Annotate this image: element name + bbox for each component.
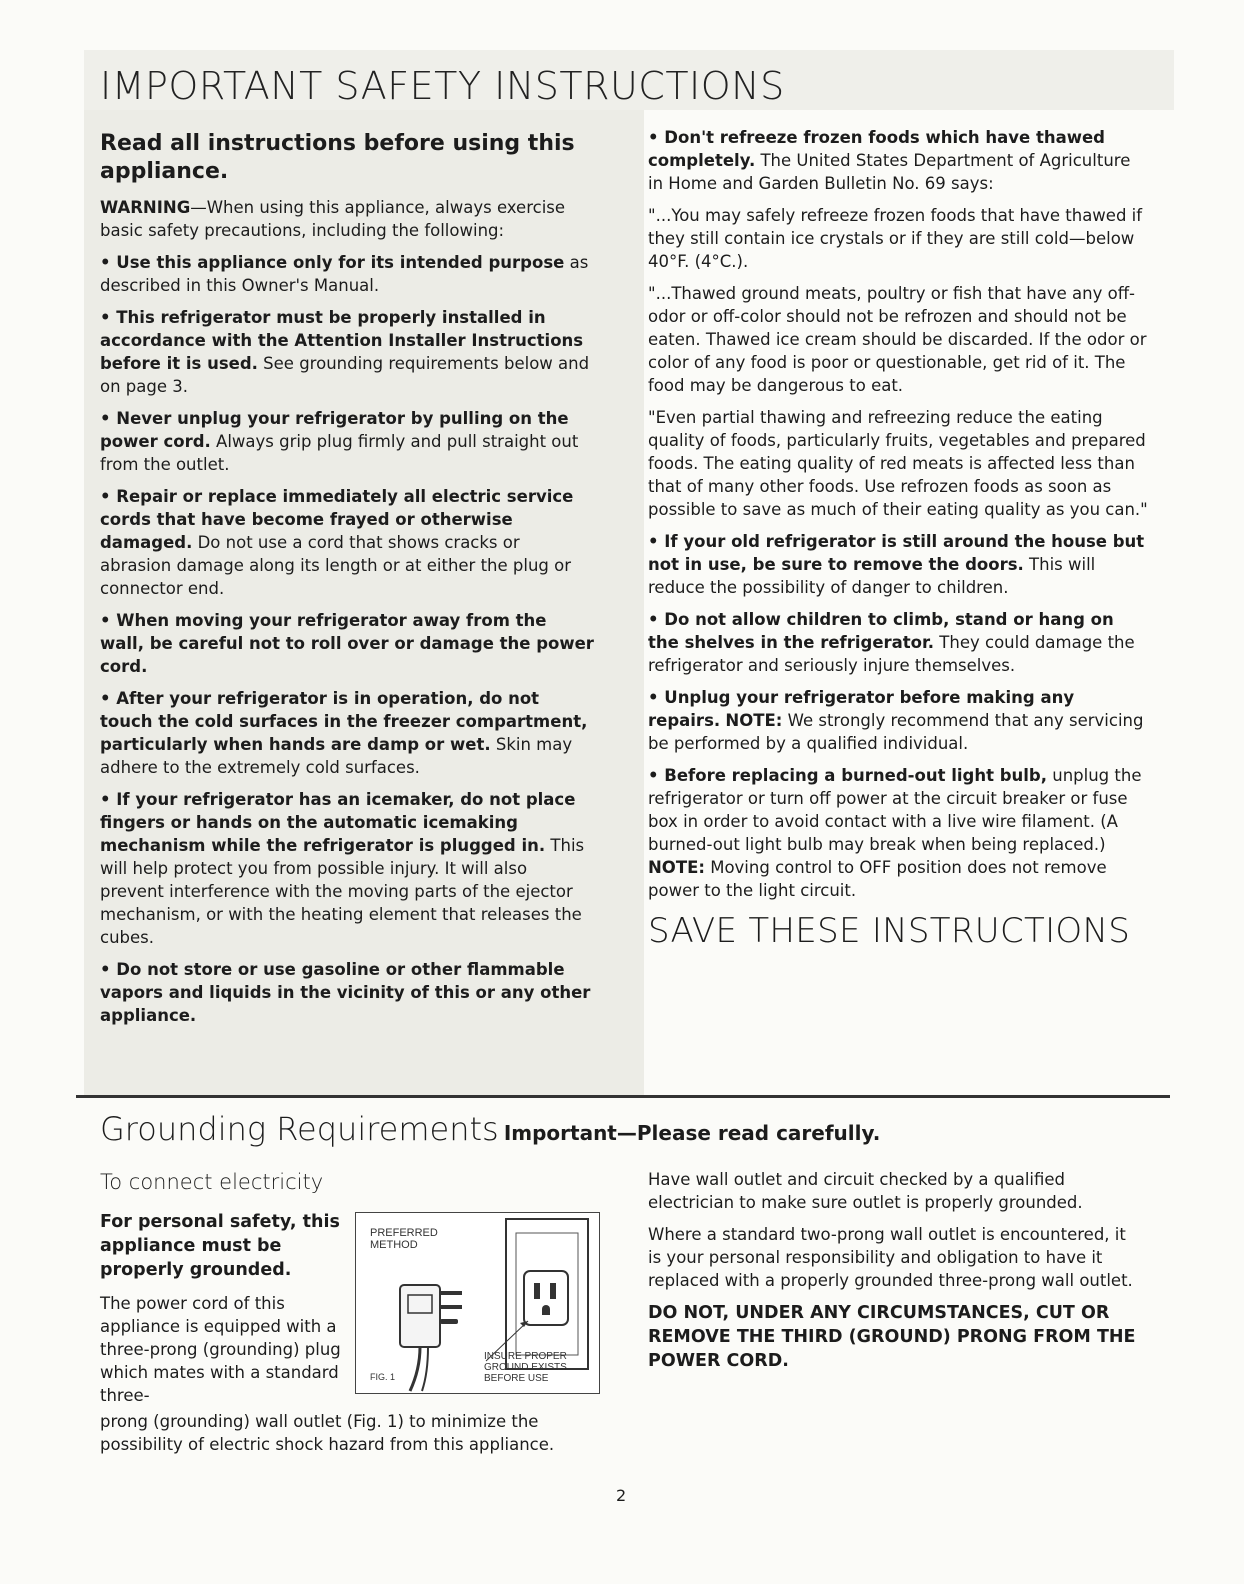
figure-caption: FIG. 1 [370,1372,396,1382]
power-cord-paragraph-continued: prong (grounding) wall outlet (Fig. 1) to minimize the possibility of electric shock hazard from this appliance. [100,1412,555,1454]
plug-prong [440,1305,462,1309]
safety-item: • Don't refreeze frozen foods which have thawed completely. The United States Department of Agriculture in Home and Garden Bulletin No. 69 says: [648,128,1131,193]
safety-item: • Never unplug your refrigerator by pulling on the power cord. Always grip plug firmly and pull straight out from the outlet. [100,409,579,474]
ground-hole [542,1305,550,1315]
two-prong-paragraph: Where a standard two-prong wall outlet is encountered, it is your personal responsibility and obligation to have it replaced with a properly grounded three-prong wall outlet. [648,1225,1133,1290]
ground-prong-warning: DO NOT, UNDER ANY CIRCUMSTANCES, CUT OR REMOVE THE THIRD (GROUND) PRONG FROM THE POWER CORD. [648,1303,1136,1371]
safety-item: • If your refrigerator has an icemaker, do not place fingers or hands on the automatic icemaking mechanism while the refrigerator is plugged in. This will help protect you from possible injury. It will also prevent interference with the moving parts of the ejector mechanism, or with the heating element that releases the cubes. [100,790,585,947]
usda-quote: "...Thawed ground meats, poultry or fish that have any off-odor or off-color should not be refrozen and should not be eaten. Thawed ice cream should be discarded. If the odor or color of any food is poor or questionable, get rid of it. The food may be dangerous to eat. [648,284,1147,395]
grounding-subheading: To connect electricity [100,1170,324,1194]
left-column [100,130,594,1036]
section-divider [76,1095,1170,1098]
page-title: IMPORTANT SAFETY INSTRUCTIONS [100,64,785,108]
safety-item: • Repair or replace immediately all electric service cords that have become frayed or otherwise damaged. Do not use a cord that shows cracks or abrasion damage along its length or at either the plug or connector end. [100,487,574,598]
grounding-left-text [100,1210,350,1407]
safety-item: • Use this appliance only for its intended purpose as described in this Owner's Manual. [100,253,589,295]
save-instructions-heading: SAVE THESE INSTRUCTIONS [648,911,1131,951]
safety-item: • Before replacing a burned-out light bulb, unplug the refrigerator or turn off power at the circuit breaker or fuse box in order to avoid contact with a live wire filament. (A burned-out light bulb may break when being replaced.) NOTE: Moving control to OFF position does not remove power to the light circuit. [648,766,1142,900]
ground-prong [440,1319,458,1324]
figure-1-plug-diagram [355,1212,600,1394]
power-cord [422,1347,428,1391]
wall-outlet-plate [506,1219,588,1369]
outlet-slot [534,1283,540,1299]
power-cord [410,1347,420,1391]
lead-instruction: Read all instructions before using this appliance. [100,131,575,184]
usda-quote: "Even partial thawing and refreezing reduce the eating quality of foods, particularly fruits, vegetables and prepared foods. The eating quality of red meats is affected less than that of many other foods. Use refrozen foods as soon as possible to save as much of their eating quality as you can." [648,408,1148,519]
plug-prong [440,1291,462,1295]
warning-paragraph: WARNING—When using this appliance, always exercise basic safety precautions, including the following: [100,198,566,240]
safety-item: • This refrigerator must be properly installed in accordance with the Attention Installer Instructions before it is used. See grounding requirements below and on page 3. [100,308,590,396]
outlet-check-paragraph: Have wall outlet and circuit checked by a qualified electrician to make sure outlet is properly grounded. [648,1170,1083,1212]
safety-item: • Unplug your refrigerator before making any repairs. NOTE: We strongly recommend that any servicing be performed by a qualified individual. [648,688,1144,753]
safety-item: • Do not store or use gasoline or other flammable vapors and liquids in the vicinity of this or any other appliance. [100,960,591,1025]
insure-ground-label: INSURE PROPER GROUND EXISTS BEFORE USE [484,1351,567,1384]
grounding-heading: Grounding Requirements Important—Please read carefully. [100,1110,881,1148]
preferred-method-label: PREFERRED METHOD [370,1227,438,1251]
page-number: 2 [616,1486,627,1505]
power-cord-paragraph: The power cord of this appliance is equipped with a three-prong (grounding) plug which mates with a standard three- [100,1294,341,1405]
safety-item: • When moving your refrigerator away from the wall, be careful not to roll over or damage the power cord. [100,611,594,676]
usda-quote: "...You may safely refreeze frozen foods that have thawed if they still contain ice crystals or if they are still cold—below 40°F. (4°C.). [648,206,1143,271]
grounding-right-text [648,1168,1143,1373]
safety-item: • After your refrigerator is in operation, do not touch the cold surfaces in the freezer compartment, particularly when hands are damp or wet. Skin may adhere to the extremely cold surfaces. [100,689,588,777]
safety-item: • Do not allow children to climb, stand or hang on the shelves in the refrigerator. They could damage the refrigerator and seriously injure themselves. [648,610,1135,675]
outlet-face [524,1271,568,1325]
safety-item: • If your old refrigerator is still around the house but not in use, be sure to remove the doors. This will reduce the possibility of danger to children. [648,532,1145,597]
outlet-slot [550,1283,556,1299]
personal-safety-statement: For personal safety, this appliance must be properly grounded. [100,1212,340,1280]
right-column [648,126,1148,951]
